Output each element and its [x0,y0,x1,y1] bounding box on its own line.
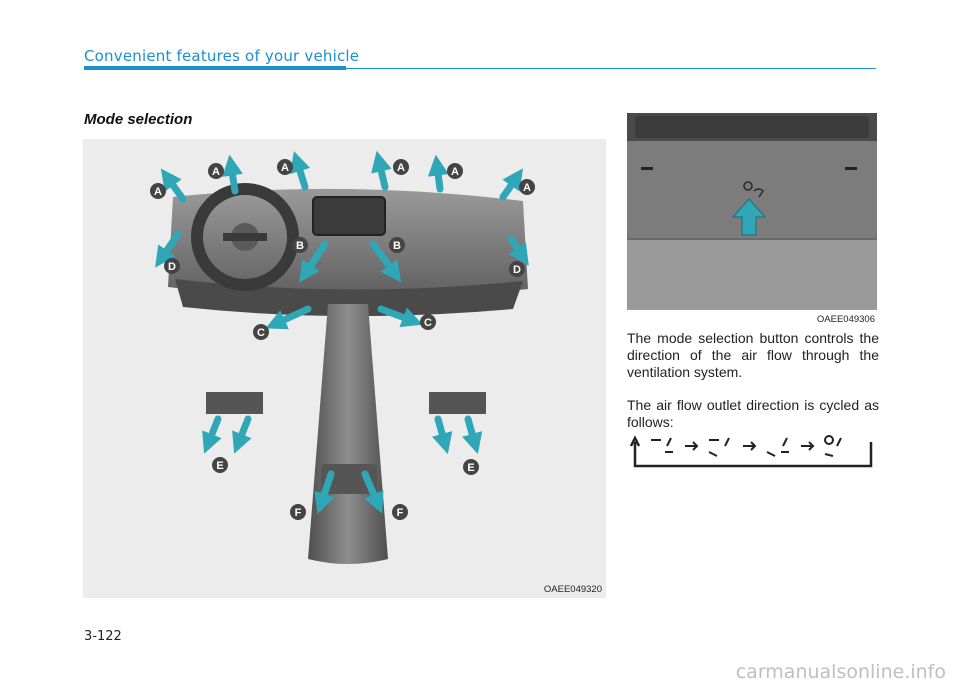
paragraph-mode-button: The mode selection button controls the direction of the air flow through the ventilation system. [627,330,879,380]
svg-text:A: A [523,182,531,194]
svg-text:B: B [296,240,304,252]
label-b-1 [292,237,308,253]
figure-code-panel: OAEE049306 [816,314,875,325]
label-a-5 [447,163,463,179]
watermark: carmanualsonline.info [735,661,946,683]
label-a-1 [150,183,166,199]
label-b-2 [389,237,405,253]
label-c-2 [420,314,436,330]
left-rear-vent [206,392,263,414]
svg-text:A: A [212,166,220,178]
figure-code-main: OAEE049320 [543,584,602,595]
paragraph-airflow-cycle: The air flow outlet direction is cycled as follows: [627,397,879,430]
header-rule-thick [84,66,346,70]
mode-bilevel-icon [709,438,729,456]
label-c-1 [253,324,269,340]
figure-mode-button [627,113,877,325]
center-screen [313,197,385,235]
figure-vent-outlets [83,139,606,598]
mode-floor-defrost-icon [825,436,841,456]
svg-text:D: D [168,261,176,273]
svg-text:A: A [397,162,405,174]
mode-face-icon [651,438,673,452]
label-d-2 [509,261,525,277]
cycle-arrow-3 [801,442,813,450]
svg-text:A: A [154,186,162,198]
label-a-3 [277,159,293,175]
svg-text:A: A [281,162,289,174]
section-title: Mode selection [84,111,193,128]
svg-text:C: C [257,327,265,339]
svg-text:C: C [424,317,432,329]
vehicle-interior-illustration [83,139,606,598]
label-e-2 [463,459,479,475]
label-f-1 [290,504,306,520]
svg-text:D: D [513,264,521,276]
header-section-title: Convenient features of your vehicle [84,47,360,65]
svg-text:A: A [451,166,459,178]
center-console [308,304,388,564]
label-a-4 [393,159,409,175]
cycle-arrow-1 [685,442,697,450]
svg-text:F: F [294,507,302,519]
mode-floor-icon [767,438,789,456]
svg-text:F: F [396,507,404,519]
label-a-2 [208,163,224,179]
label-f-2 [392,504,408,520]
label-d-1 [164,258,180,274]
svg-text:B: B [393,240,401,252]
cycle-arrow-2 [743,442,755,450]
svg-text:E: E [216,460,224,472]
label-a-6 [519,179,535,195]
right-rear-vent [429,392,486,414]
page-number: 3-122 [84,629,122,644]
airflow-cycle-diagram [627,428,879,473]
label-e-1 [212,457,228,473]
mode-button-illustration [627,113,877,310]
header-rule-thin [346,68,876,69]
svg-text:E: E [467,462,475,474]
